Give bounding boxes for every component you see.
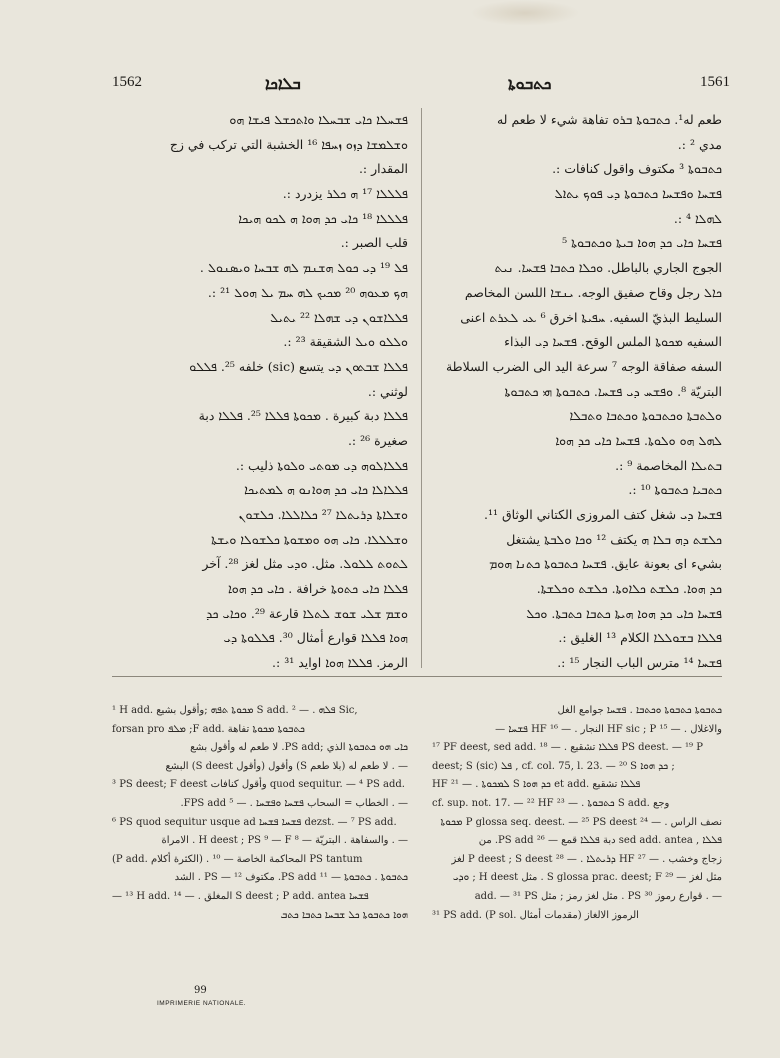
footnote-rule xyxy=(112,676,722,677)
entry-line: ܘܫܠܐܬܐ ܕܪܝܬܠܐ ²⁷ ܟܠܐܠܠܐ. ܟܠܫܘܢ xyxy=(238,507,408,522)
entry-line: ܘܫܠܡܫܐ ܕܙܘ ܙܚܦܐ ¹⁶ الخشبة التي تركب في زج xyxy=(169,136,408,152)
footnote-line: ܟܬܒܘܬܐ . ܟܬܒܘܬܐ — ¹¹ PS add. مكتوف PS — ¹² . الشد xyxy=(174,872,408,884)
entry-line: صغيرة ²⁶ :. xyxy=(347,432,408,448)
footnote-line: ³¹ PS add. (P sol. مقدمات أمثال) الرموز الالغاز xyxy=(432,909,639,921)
footnote-line: نصف الراس . — ²⁴ P glossa seq. deest. — ²⁵ PS deest ܡܟܘܬܐ xyxy=(440,816,722,828)
entry-line: ܦܠܠܐ دبة كبيرة . ܡܟܘܬܐ ܦܠܠܐ ²⁵. ܦܠܠܐ دبة xyxy=(198,408,408,424)
entry-line: ܟܐܠ رجل وقاح صفيق الوجه. ܝܢܫܐ اللسن المخاصم xyxy=(464,284,722,300)
entry-line: ܘܠܬܒܬܐ ܘܟܬܒܘܬܐ ܘܟܬܒܐ ܘܬܒܠܐ xyxy=(569,408,722,424)
entry-line: ܠܬܘܬ ܠܠܘܠ. مثل. ܘܕܝ مثل لغز ²⁸. آخر xyxy=(202,556,408,572)
entry-line: ܦܫܚܐ ܟܐܝ ܟܕ ܗܘܐ ܒܝܬܐ ܘܟܬܒܘܬܐ ⁵ xyxy=(562,235,722,251)
entry-line: المقدار :. xyxy=(358,161,408,177)
entry-line: ܠܗܠܐ ⁴ :. xyxy=(673,210,722,226)
entry-line: السفيه ܡܟܘܬܐ الملس الوقح. ܦܫܚܐ ܕܝ البذاء xyxy=(504,334,722,350)
entry-line: البتريّة ⁸. ܘܦܫܚ ܕܝ ܦܫܚܐ. ܟܬܒܘܬܐ ܗܝ ܟܬܒܘܬܐ xyxy=(504,383,722,399)
footnote-line: cf. sup. not. 17. — ²² HF ܟܬܒܘܬܐ . — ²³ S add. وجع xyxy=(432,797,670,809)
entry-line: ܦܠܠܐܫܘܢ ܕܝ ܫܗܠܐ ²² ܝܬܝܠ xyxy=(270,309,408,325)
entry-line: ܦܫܚܐ ܟܐܝ ܟܕ ܗܘܐ ܗܝܬܐ ܟܬܒܐ ܟܬܒܬܐ. ܘܟܠ xyxy=(526,605,722,621)
right-page-number: 1561 xyxy=(700,74,730,90)
left-page-number: 1562 xyxy=(112,74,142,90)
footnote-line: — . الخطاب = السحاب ܦܫܚܐ ܘܦܫܚܐ . — ⁵ FPS add. xyxy=(180,797,408,809)
entry-line: ܗܘܐ ܦܠܠܐ قوارع أمثال ³⁰. ܦܠܠܘܬܐ ܕܝ xyxy=(223,630,408,646)
entry-line: ܦܠܠܐܠܐ ܟܐܝ ܟܕ ܗܘܐܢܘ ܗ ܠܡܬܝܟܐ xyxy=(244,482,408,498)
imprint-line: IMPRIMERIE NATIONALE. xyxy=(157,1000,247,1007)
entry-line: ܦܫܚܐ ܘܦܫܚܐ ܟܬܒܘܬܐ ܕܝ ܦܘܟ ܝܬܐܠ xyxy=(554,186,722,202)
entry-line: ܗܟ ܡܥܘܗ ²⁰ ܡܟܝܟ ܠܗ ܚܡ ܝܠ ܗܘܠ ²¹ :. xyxy=(207,284,408,300)
entry-line: ܦܠܠܐ ܟܐܝ ܟܬܘܬܐ خرافة . ܟܐܝ ܟܕ ܗܘܐ xyxy=(228,581,408,597)
entry-line: ܦܫܚܐ ܕܝ شغل كتف المروزى الكتاني الوثاق ¹¹. xyxy=(483,507,722,522)
footnote-line: مثل لغز — ²⁹ S glossa prac. deest; F . مثل H deest ; ܘܕܝ xyxy=(452,872,722,884)
column-divider xyxy=(421,108,422,668)
entry-line: الجوج الجاري بالباطل. ܘܟܠܐ ܟܬܒܐ ܦܫܚܐ. ܢܝܬ xyxy=(494,260,722,276)
signature-mark: 99 xyxy=(194,985,207,996)
entry-line: الرمز. ܦܠܠܐ ܗܘܐ اوايد ³¹ :. xyxy=(272,655,408,671)
footnote-line: زجاج وخشب . — ²⁷ HF ܕܪܝܬܠܐ . — ²⁸ P deest ; S deest لغز xyxy=(451,853,722,865)
entry-line: ܟܬܒܘܬܐ ³ مكتوف واقول كنافات :. xyxy=(552,161,722,177)
entry-line: ܦܠܠܐ ܫܒܬܘܢ ܕܝ يتسع (sic) خلفه ²⁵. ܦܠܠܘ xyxy=(189,358,408,374)
entry-line: ܘܠܠܘ ܘܝܠ الشقيقة ²³ :. xyxy=(283,334,408,350)
footnote-line: ܟܬܒܘܬܐ ܟܬܒܘܬܐ ܘܟܬܒܐ . ܦܫܚܐ جوامع الغل xyxy=(557,705,722,716)
footnote-line: forsan pro ܡܠܦ ;F add. ܟܬܒܘܬܐ ܡܟܘܬܐ تفاهة xyxy=(112,723,305,735)
entry-line: قلب الصبر :. xyxy=(340,235,408,251)
entry-line: ܦܠ ¹⁹ ܕܝ ܟܘܠ ܗܫܢܡ ܠܗ ܫܒܚܐ ܘܝܣܢܘܠ . xyxy=(199,260,408,276)
right-running-title: ܟܬܒܘܬܐ xyxy=(508,74,552,93)
footnote-line: ³ PS deest; F deest وأقول كنافات quod sequitur. — ⁴ PS add. xyxy=(112,779,405,791)
footnote-line: ܦܠܠܐ , sed add. antea دبة ܦܠܠܐ قمع — ²⁶ PS add. من xyxy=(478,835,722,847)
footnote-line: ¹⁷ PF deest, sed add. ܦܠܠܐ تشقيع . — ¹⁸ PS deest. — ¹⁹ P xyxy=(432,742,703,754)
footnote-line: — . لا طعم له (بلا طعم S) وأقول (وأقول S deest) البشع xyxy=(165,760,408,772)
entry-line: ܦܠܠܠܐ ¹⁸ ܟܐܝ ܟܕ ܗܘܐ ܗ ܠܟܘ ܗܝܟܐ xyxy=(238,210,408,226)
entry-line: ܦܫܚܐ ¹⁴ مترس الباب النجار ¹⁵ :. xyxy=(557,655,722,671)
entry-line: ܘܫܠܠܠܐ. ܟܐܝ ܗܘ ܘܡܫܘܬܐ ܟܠܫܘܠܐ ܘܝܫܬܐ xyxy=(211,531,408,547)
footnotes-left xyxy=(112,702,408,925)
entry-line: ܠܗܠ ܗܘ ܘܠܘܬܐ. ܦܫܚܐ ܟܐܝ ܟܕ ܗܘܐ xyxy=(555,432,722,448)
footnote-line: (P add. الكثرة أكلام) . المحاكمة الخاصة — ¹⁰ PS tantum xyxy=(112,853,363,865)
left-column xyxy=(112,108,408,676)
entry-line: ܟܕ ܗܘܐ. ܟܠܫܬ ܟܠܐܘܬܐ. ܟܠܫܬ ܘܟܠܫܬܐ. xyxy=(536,581,722,597)
entry-line: السفه صفاقة الوجه ⁷ سرعة اليد الى الضرب السلاطة xyxy=(445,358,722,374)
footnote-line: — ¹³ H add. المغلق . — ¹⁴ S deest ; P add. antea ܦܫܚܐ xyxy=(112,890,369,902)
entry-line: مدي ² :. xyxy=(677,136,722,152)
entry-line: ܦܠܠܐ ܒܫܘܠܠܐ الكلام ¹³ الغليق :. xyxy=(558,630,722,646)
entry-line: ܒܬܝܠܐ المخاصمة ⁹ :. xyxy=(615,457,722,473)
footnote-line: ܟܐܝ ܗܘ ܟܬܒܘܬܐ الذي ;PS add. لا طعم له وأقول بشع xyxy=(190,742,408,754)
entry-line: السليط البذيّ السفيه. ܚܦܝܬܐ اخرق ⁶ ܥܝ ܠܥܪܬ اعنى xyxy=(460,309,722,325)
right-column xyxy=(432,108,722,676)
footnote-line: — . قوارع رموز ³⁰ PS . مثل لغز رمز ; مثل add. — ³¹ PS xyxy=(474,890,722,902)
entry-line: ܦܫܚܠܐ ܟܐܝ ܫܒܚܠܐ ܘܐܬܟܫܠ ܦܝܫܐ ܗܘ xyxy=(229,112,408,127)
entry-line: ܦܠܠܐܠܘܗ ܕܝ ܡܘܬܝ ܘܠܘܬܐ ذليب :. xyxy=(235,457,408,473)
entry-line: ܟܠܫܬ ܕܗ ܒܠܐ ܗ يكتف ¹² ܘܟܐ ܘܠܒܬܐ يشتغل xyxy=(506,531,722,547)
paper-stain xyxy=(470,0,580,26)
footnote-line: HF ܠܡܟܘܬܐ . — ²¹ S ܟܕ ܗܘܐ et add. ܦܠܠܐ تشقيع xyxy=(432,779,641,791)
entry-line: لوثني :. xyxy=(367,383,408,399)
footnote-line: ¹ H add. ܡܟܘܬܐ ܬܦܗ ;وأقول بشيع S add. ܦܠܗ . — ² Sic, xyxy=(112,705,358,716)
entry-line: طعم له¹. ܟܬܒܘܬܐ ܒܪܘ تفاهة شيء لا طعم له xyxy=(496,112,722,127)
footnote-line: ⁶ PS quod sequitur usque ad ܦܫܚܐ ܦܫܚܐ dezst. — ⁷ PS add. xyxy=(112,816,397,828)
entry-line: ܦܠܠܠܐ ¹⁷ ܗ ܟܠܪ يزدرد :. xyxy=(282,186,408,202)
entry-line: ܘܫܡ ܫܠܝ ܫܘܫ ܠܬܠܐ قارعة ²⁹. ܘܟܐܝ ܟܕ xyxy=(206,605,408,621)
footnotes-right xyxy=(432,702,722,925)
left-running-title: ܒܠܐܟܐ xyxy=(265,74,301,93)
footnote-line: ܗܘܐ ܟܬܒܘܬܐ ܟܠ ܫܒܚܐ ܟܬܒܐ ܟܬܒ xyxy=(280,909,408,921)
entry-line: ܟܬܒܝܐ ܟܬܒܘܬܐ ¹⁰ :. xyxy=(628,482,722,498)
footnote-line: — . والسفاهة . البتريّة — ⁸ H deest ; PS ⁹ — F . الامراة xyxy=(161,835,408,847)
entry-line: بشيء اى بعونة عايق. ܦܫܚܐ ܟܬܒܘܬܐ ܟܬܢܐ ܗܘܡ xyxy=(489,556,722,572)
footnote-line: deest; S (sic) ܦܠ , cf. col. 75, l. 23. — ²⁰ S ܟܕ ܗܘܐ ; xyxy=(432,760,675,772)
footnote-line: والاغلال . — ¹⁵ HF sic ; P النجار . — ¹⁶ HF ܦܫܚܐ — xyxy=(495,723,722,735)
